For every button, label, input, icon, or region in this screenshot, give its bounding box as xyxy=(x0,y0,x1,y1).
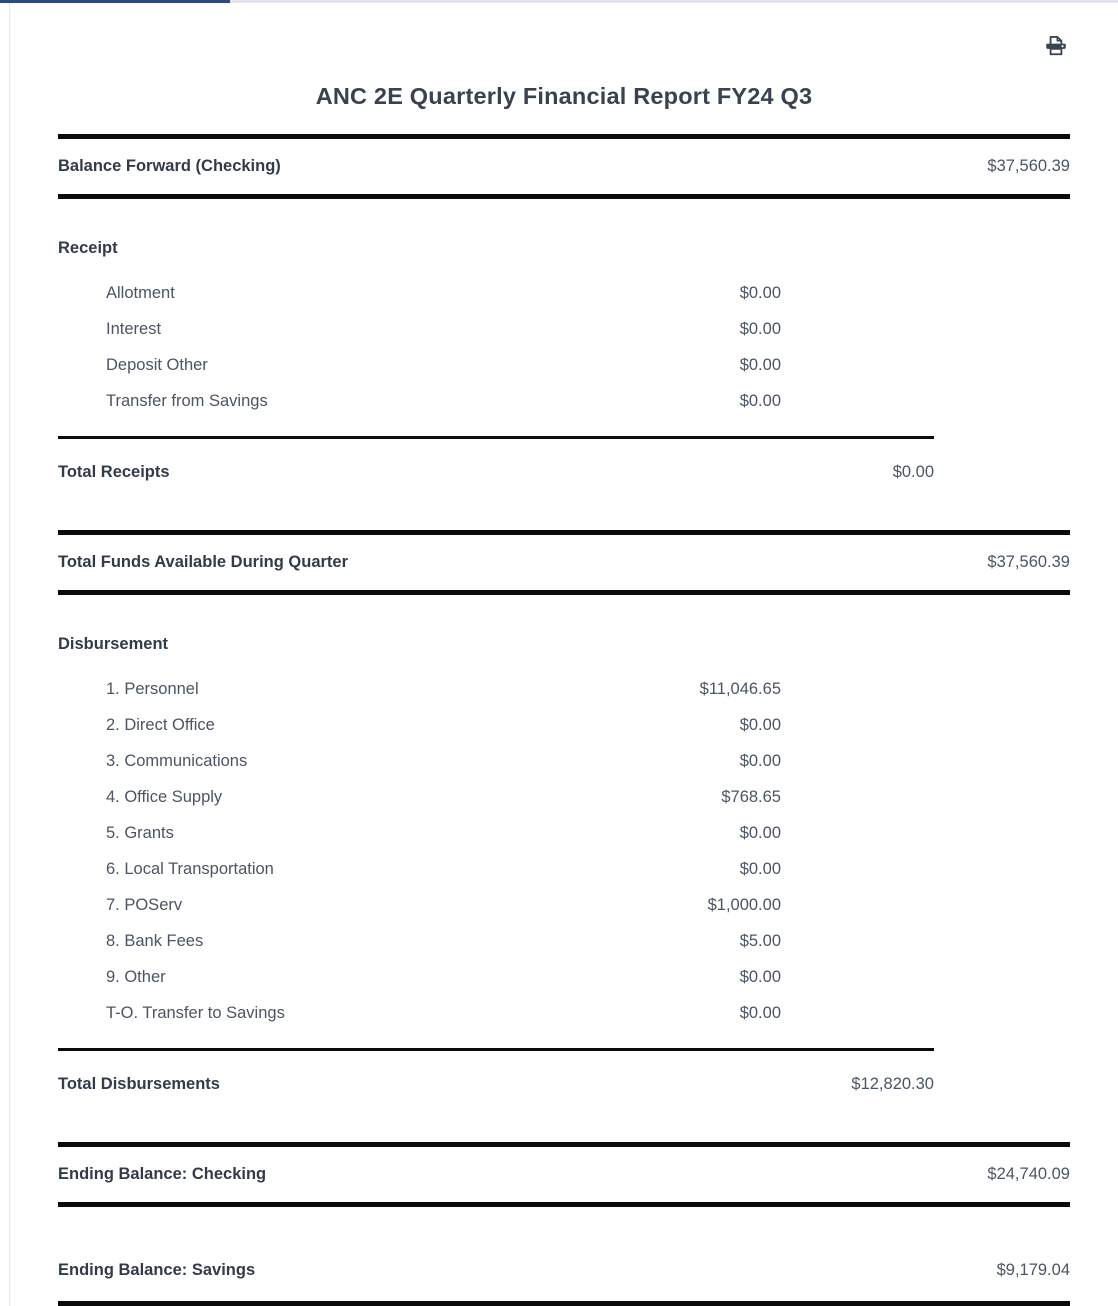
item-value: $11,046.65 xyxy=(699,679,781,698)
total-receipts-value: $0.00 xyxy=(892,463,934,481)
item-label: Allotment xyxy=(106,283,175,302)
ending-checking-value: $24,740.09 xyxy=(987,1165,1070,1183)
ending-checking-row xyxy=(58,1142,1070,1207)
list-item xyxy=(58,383,781,419)
item-label: 6. Local Transportation xyxy=(106,859,274,878)
item-label: 8. Bank Fees xyxy=(106,931,204,950)
total-disbursements-value: $12,820.30 xyxy=(851,1075,934,1093)
total-receipts-row xyxy=(58,436,934,482)
item-value: $0.00 xyxy=(739,859,781,878)
disbursements-section xyxy=(58,625,1070,1094)
list-item xyxy=(58,347,781,383)
item-label: 5. Grants xyxy=(106,823,174,842)
ending-checking-label: Ending Balance: Checking xyxy=(58,1165,267,1183)
list-item xyxy=(58,779,781,815)
list-item xyxy=(58,311,781,347)
print-button[interactable] xyxy=(1042,34,1070,60)
item-value: $0.00 xyxy=(739,715,781,734)
list-item xyxy=(58,671,781,707)
item-value: $1,000.00 xyxy=(707,895,781,914)
ending-savings-label: Ending Balance: Savings xyxy=(58,1261,256,1279)
disbursements-items xyxy=(58,671,1070,1031)
list-item xyxy=(58,887,781,923)
total-funds-value: $37,560.39 xyxy=(987,553,1070,571)
page-title: ANC 2E Quarterly Financial Report FY24 Q3 xyxy=(315,83,813,109)
receipts-items xyxy=(58,275,1070,419)
list-item xyxy=(58,743,781,779)
list-item xyxy=(58,995,781,1031)
item-value: $0.00 xyxy=(739,823,781,842)
list-item xyxy=(58,815,781,851)
receipts-section xyxy=(58,229,1070,482)
item-value: $0.00 xyxy=(739,283,781,302)
balance-forward-row xyxy=(58,134,1070,199)
item-label: 1. Personnel xyxy=(106,679,199,698)
ending-savings-value: $9,179.04 xyxy=(996,1261,1070,1279)
item-value: $5.00 xyxy=(739,931,781,950)
total-funds-label: Total Funds Available During Quarter xyxy=(58,553,349,571)
balance-forward-label: Balance Forward (Checking) xyxy=(58,157,281,175)
item-label: Interest xyxy=(106,319,162,338)
total-disbursements-row xyxy=(58,1048,934,1094)
item-value: $0.00 xyxy=(739,967,781,986)
total-funds-row xyxy=(58,530,1070,595)
printer-icon xyxy=(1043,33,1069,62)
item-label: 2. Direct Office xyxy=(106,715,215,734)
list-item xyxy=(58,707,781,743)
item-label: Deposit Other xyxy=(106,355,208,374)
item-label: 9. Other xyxy=(106,967,166,986)
item-value: $0.00 xyxy=(739,391,781,410)
list-item xyxy=(58,923,781,959)
item-label: T-O. Transfer to Savings xyxy=(106,1003,285,1022)
list-item xyxy=(58,959,781,995)
item-label: 3. Communications xyxy=(106,751,248,770)
list-item xyxy=(58,275,781,311)
disbursements-header: Disbursement xyxy=(58,635,169,653)
list-item xyxy=(58,851,781,887)
item-value: $0.00 xyxy=(739,355,781,374)
total-receipts-label: Total Receipts xyxy=(58,463,170,481)
item-value: $768.65 xyxy=(721,787,781,806)
item-label: 7. POServ xyxy=(106,895,183,914)
total-disbursements-label: Total Disbursements xyxy=(58,1075,220,1093)
toolbar xyxy=(58,3,1070,60)
top-progress-accent xyxy=(0,0,230,3)
top-progress-strip xyxy=(0,0,1118,3)
item-label: Transfer from Savings xyxy=(106,391,268,410)
balance-forward-value: $37,560.39 xyxy=(987,157,1070,175)
report-card xyxy=(9,3,1118,1306)
item-label: 4. Office Supply xyxy=(106,787,223,806)
item-value: $0.00 xyxy=(739,1003,781,1022)
receipts-header: Receipt xyxy=(58,239,118,257)
ending-savings-row xyxy=(58,1251,1070,1306)
item-value: $0.00 xyxy=(739,751,781,770)
item-value: $0.00 xyxy=(739,319,781,338)
